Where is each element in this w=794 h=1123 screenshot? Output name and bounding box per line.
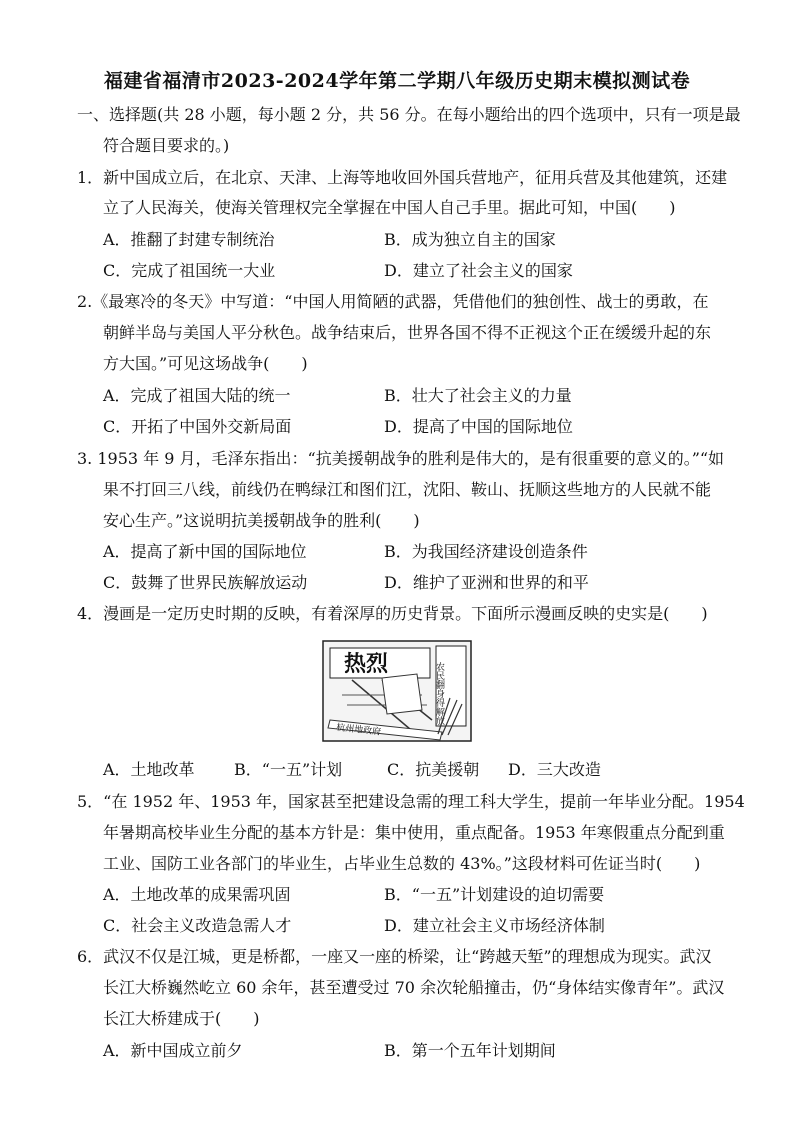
question-6-line-2: 长江大桥巍然屹立 60 余年，甚至遭受过 70 余次轮船撞击，仍“身体结实像青年”。武汉: [103, 978, 725, 997]
question-1-option-d[interactable]: D．建立了社会主义的国家: [384, 261, 573, 280]
question-2-option-c[interactable]: C．开拓了中国外交新局面: [103, 417, 292, 436]
exam-title: 福建省福清市2023-2024学年第二学期八年级历史期末模拟测试卷: [103, 70, 691, 92]
question-6-line-1: 6．武汉不仅是江城，更是桥都，一座又一座的桥梁，让“跨越天堑”的理想成为现实。武汉: [77, 947, 712, 966]
question-4-option-c[interactable]: C．抗美援朝: [387, 760, 480, 779]
question-4-line-1: 4．漫画是一定历史时期的反映，有着深厚的历史背景。下面所示漫画反映的史实是( ): [77, 604, 708, 623]
cartoon-caption-text: 杭州地政府: [335, 723, 382, 738]
question-1-line-1: 1．新中国成立后，在北京、天津、上海等地收回外国兵营地产，征用兵营及其他建筑，还建: [77, 168, 728, 187]
cartoon-banner-text: 热烈: [344, 651, 389, 677]
question-2-line-2: 朝鲜半岛与美国人平分秋色。战争结束后，世界各国不得不正视这个正在缓缓升起的东: [103, 323, 712, 342]
question-2-option-b[interactable]: B．壮大了社会主义的力量: [384, 386, 572, 405]
section-heading-line-2: 符合题目要求的。): [103, 136, 230, 155]
question-1-option-b[interactable]: B．成为独立自主的国家: [384, 230, 556, 249]
cartoon-figure: [322, 640, 472, 742]
question-6-option-a[interactable]: A．新中国成立前夕: [103, 1041, 243, 1060]
question-5-line-1: 5．“在 1952 年、1953 年，国家甚至把建设急需的理工科大学生，提前一年毕业分配。1954: [77, 792, 745, 811]
question-3-line-3: 安心生产。”这说明抗美援朝战争的胜利( ): [103, 511, 420, 530]
section-heading-line-1: 一、选择题(共 28 小题，每小题 2 分，共 56 分。在每小题给出的四个选项中，只有一项是最: [77, 105, 741, 124]
question-4-option-b[interactable]: B．“一五”计划: [234, 760, 343, 779]
question-3-option-a[interactable]: A．提高了新中国的国际地位: [103, 542, 307, 561]
question-1-line-2: 立了人民海关，使海关管理权完全掌握在中国人自己手里。据此可知，中国( ): [103, 198, 676, 217]
question-3-option-b[interactable]: B．为我国经济建设创造条件: [384, 542, 588, 561]
question-3-option-c[interactable]: C．鼓舞了世界民族解放运动: [103, 573, 308, 592]
question-5-option-d[interactable]: D．建立社会主义市场经济体制: [384, 916, 605, 935]
question-3-line-2: 果不打回三八线，前线仍在鸭绿江和图们江，沈阳、鞍山、抚顺这些地方的人民就不能: [103, 480, 712, 499]
question-2-line-1: 2.《最寒冷的冬天》中写道：“中国人用简陋的武器，凭借他们的独创性、战士的勇敢，在: [77, 292, 709, 311]
question-3-option-d[interactable]: D．维护了亚洲和世界的和平: [384, 573, 589, 592]
question-4-option-a[interactable]: A．土地改革: [103, 760, 195, 779]
question-6-option-b[interactable]: B．第一个五年计划期间: [384, 1041, 556, 1060]
cartoon-side-text: 农民翻身得解放: [434, 662, 444, 725]
question-5-option-a[interactable]: A．土地改革的成果需巩固: [103, 885, 291, 904]
question-4-option-d[interactable]: D．三大改造: [508, 760, 601, 779]
question-5-line-3: 工业、国防工业各部门的毕业生，占毕业生总数的 43%。”这段材料可佐证当时( ): [103, 854, 701, 873]
question-1-option-a[interactable]: A．推翻了封建专制统治: [103, 230, 275, 249]
question-6-line-3: 长江大桥建成于( ): [103, 1009, 260, 1028]
question-2-option-a[interactable]: A．完成了祖国大陆的统一: [103, 386, 291, 405]
question-5-option-c[interactable]: C．社会主义改造急需人才: [103, 916, 292, 935]
question-3-line-1: 3. 1953 年 9 月，毛泽东指出：“抗美援朝战争的胜利是伟大的，是有很重要的意义的。”“如: [77, 449, 725, 468]
question-2-line-3: 方大国。”可见这场战争( ): [103, 354, 308, 373]
question-5-option-b[interactable]: B．“一五”计划建设的迫切需要: [384, 885, 605, 904]
question-5-line-2: 年暑期高校毕业生分配的基本方针是：集中使用，重点配备。1953 年寒假重点分配到重: [103, 823, 725, 842]
question-1-option-c[interactable]: C．完成了祖国统一大业: [103, 261, 276, 280]
question-2-option-d[interactable]: D．提高了中国的国际地位: [384, 417, 573, 436]
